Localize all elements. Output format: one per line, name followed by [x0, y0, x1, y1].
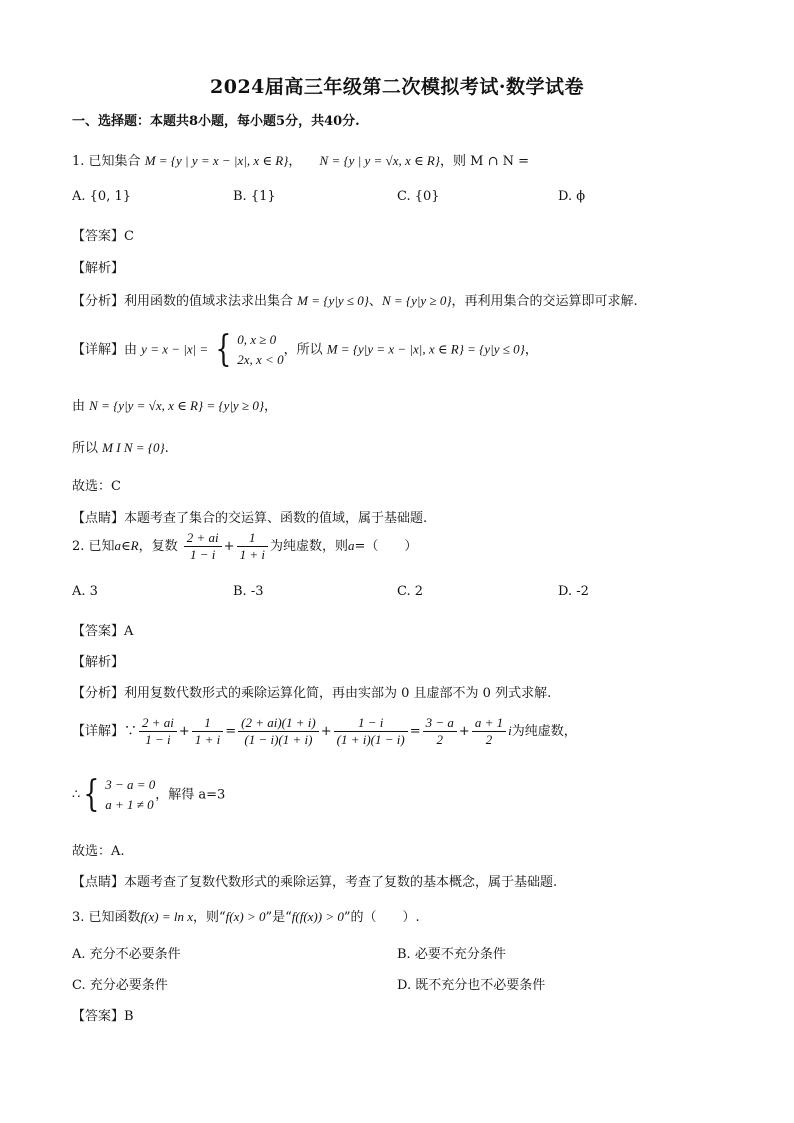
answer-value: B — [124, 1009, 134, 1024]
equation-system — [105, 775, 155, 815]
detail-text: 所以 — [72, 441, 99, 456]
answer-label: 【答案】 — [72, 229, 125, 244]
detail-label: 【详解】 — [72, 724, 125, 739]
fenxi-set-m: M = {y|y ≤ 0} — [297, 293, 369, 308]
q2-eq: =（ ） — [354, 539, 418, 554]
answer-value: A — [124, 624, 134, 639]
therefore-symbol: ∴ — [72, 787, 81, 803]
q1-choose: 故选：C — [72, 479, 121, 494]
denominator: (1 − i)(1 + i) — [244, 732, 313, 747]
q3-answer — [72, 1005, 134, 1024]
q3-option-d: D. 既不充分也不必要条件 — [397, 978, 546, 993]
detail-func: y = x − |x| = — [141, 341, 209, 357]
answer-label: 【答案】 — [72, 624, 125, 639]
numerator: (2 + ai)(1 + i) — [238, 715, 319, 732]
q3-cond-2: f(f(x)) > 0 — [291, 909, 344, 924]
numerator: 1 — [192, 715, 223, 732]
detail-comma: ， — [524, 342, 538, 358]
fenxi-text: 利用复数代数形式的乘除运算化简，再由实部为 0 且虚部不为 0 列式求解. — [124, 686, 552, 701]
q1-detail-line-2 — [72, 395, 277, 414]
plus-sign: + — [223, 539, 235, 554]
q1-analysis-label: 【解析】 — [72, 261, 125, 276]
q3-func: f(x) = ln x — [140, 909, 193, 924]
because-symbol: ∵ — [124, 724, 138, 739]
answer-value: C — [124, 229, 134, 244]
numerator: 2 + ai — [184, 530, 222, 547]
q2-prefix: 2. 已知 — [72, 539, 115, 554]
q2-analysis — [72, 682, 551, 701]
detail-label: 【详解】 — [72, 342, 125, 358]
q2-choose: 故选：A. — [72, 844, 125, 859]
comment-text: 本题考查了集合的交运算、函数的值域，属于基础题. — [124, 511, 428, 526]
fraction — [184, 530, 222, 563]
q2-var: a — [347, 538, 355, 553]
brace-icon: { — [83, 774, 100, 815]
detail-intersection: M I N = {0} — [102, 440, 165, 455]
q1-set-m: M = {y | y = x − |x|, x ∈ R} — [144, 153, 289, 168]
q3-suffix: ”的（ ）. — [343, 910, 420, 925]
q2-option-a: A. 3 — [72, 584, 98, 599]
q1-analysis — [72, 290, 638, 309]
piecewise-cases — [237, 330, 283, 370]
q3-mid-2: ”是“ — [265, 910, 292, 925]
numerator: 1 − i — [334, 715, 408, 732]
q1-set-n: N = {y | y = √x, x ∈ R} — [319, 153, 440, 168]
imaginary-unit: i — [508, 723, 512, 738]
detail-text: ，所以 — [283, 342, 323, 358]
detail-period: . — [164, 441, 169, 456]
q1-detail-line-1 — [72, 330, 538, 370]
numerator: 3 − a — [423, 715, 457, 732]
numerator: a + 1 — [472, 715, 506, 732]
q3-option-c: C. 充分必要条件 — [72, 978, 168, 993]
comment-label: 【点睛】 — [72, 875, 125, 890]
q1-prefix: 1. 已知集合 — [72, 154, 141, 169]
fenxi-label: 【分析】 — [72, 686, 125, 701]
section-heading: 一、选择题：本题共8小题，每小题5分，共40分. — [72, 114, 360, 129]
q1-option-b: B. {1} — [233, 189, 276, 204]
detail-comma: ， — [264, 399, 278, 414]
fenxi-sep: 、 — [368, 294, 382, 309]
fenxi-label: 【分析】 — [72, 294, 125, 309]
q1-option-a: A. {0, 1} — [72, 189, 132, 204]
comment-label: 【点睛】 — [72, 511, 125, 526]
q2-answer — [72, 620, 133, 639]
q2-detail-line-2 — [72, 775, 225, 815]
q2-option-c: C. 2 — [397, 584, 424, 599]
q2-comment — [72, 871, 557, 890]
q1-option-d: D. ϕ — [558, 189, 586, 204]
denominator: (1 + i)(1 − i) — [336, 732, 405, 747]
answer-label: 【答案】 — [72, 1009, 125, 1024]
q2-mid: ，复数 — [138, 539, 178, 554]
fraction — [238, 715, 319, 748]
q3-mid: ，则“ — [193, 910, 226, 925]
fraction — [334, 715, 408, 748]
denominator: 1 − i — [145, 732, 171, 747]
q2-option-d: D. -2 — [558, 584, 589, 599]
q1-option-c: C. {0} — [397, 189, 440, 204]
numerator: 2 + ai — [139, 715, 177, 732]
q2-cond: a∈R — [114, 538, 139, 553]
fraction — [472, 715, 506, 748]
case-2: a + 1 ≠ 0 — [105, 797, 154, 812]
detail-text: 由 — [124, 342, 138, 358]
case-1: 0, x ≥ 0 — [237, 332, 277, 347]
q3-prefix: 3. 已知函数 — [72, 910, 141, 925]
detail-text: 由 — [72, 399, 86, 414]
q1-comment — [72, 507, 427, 526]
q1-detail-line-3 — [72, 437, 169, 456]
fenxi-text-2: ，再利用集合的交运算即可求解. — [451, 294, 638, 309]
fenxi-set-n: N = {y|y ≥ 0} — [381, 293, 452, 308]
question-1-stem — [72, 150, 529, 169]
detail-set-m: M = {y|y = x − |x|, x ∈ R} = {y|y ≤ 0} — [326, 341, 525, 357]
fraction — [237, 530, 268, 563]
q1-answer — [72, 225, 134, 244]
detail-text: 为纯虚数， — [511, 724, 577, 739]
q2-suffix: 为纯虚数，则 — [269, 539, 348, 554]
fraction — [192, 715, 223, 748]
detail-set-n: N = {y|y = √x, x ∈ R} = {y|y ≥ 0} — [89, 398, 265, 413]
detail-text: ，解得 a=3 — [155, 787, 226, 803]
denominator: 1 − i — [190, 547, 216, 562]
case-1: 3 − a = 0 — [105, 777, 156, 792]
q3-option-b: B. 必要不充分条件 — [397, 947, 506, 962]
q3-cond-1: f(x) > 0 — [225, 909, 266, 924]
question-3-stem — [72, 906, 420, 925]
q2-detail-line-1: 【详解】∵ $\frac{2 + ai}{1 - i}$ + $\frac{1}{1 + i}$ = $\frac{(2 + ai)(1 + i)}{(1 - i)(1 + i)}$ + $\frac{1 - i}{(1 + i)(1 - i)}$ = $\frac{3 - a}{2}$ + $\frac{a + 1}{2}$ i为纯虚数， — [72, 715, 577, 747]
fenxi-text: 利用函数的值域求法求出集合 — [124, 294, 294, 309]
q2-analysis-label: 【解析】 — [72, 655, 125, 670]
q1-comma: ， — [288, 154, 302, 169]
page-title: 2024届高三年级第二次模拟考试·数学试卷 — [210, 76, 584, 98]
denominator: 2 — [436, 732, 444, 747]
numerator: 1 — [237, 530, 268, 547]
fraction — [423, 715, 457, 748]
fraction — [139, 715, 177, 748]
comment-text: 本题考查了复数代数形式的乘除运算，考查了复数的基本概念，属于基础题. — [124, 875, 558, 890]
q2-option-b: B. -3 — [233, 584, 264, 599]
denominator: 1 + i — [194, 732, 221, 747]
denominator: 1 + i — [239, 547, 265, 562]
case-2: 2x, x < 0 — [237, 352, 284, 367]
q1-suffix: ，则 M ∩ N = — [440, 154, 530, 169]
q3-option-a: A. 充分不必要条件 — [72, 947, 181, 962]
denominator: 2 — [485, 732, 493, 747]
question-2-stem — [72, 530, 417, 563]
brace-icon: { — [215, 329, 232, 370]
